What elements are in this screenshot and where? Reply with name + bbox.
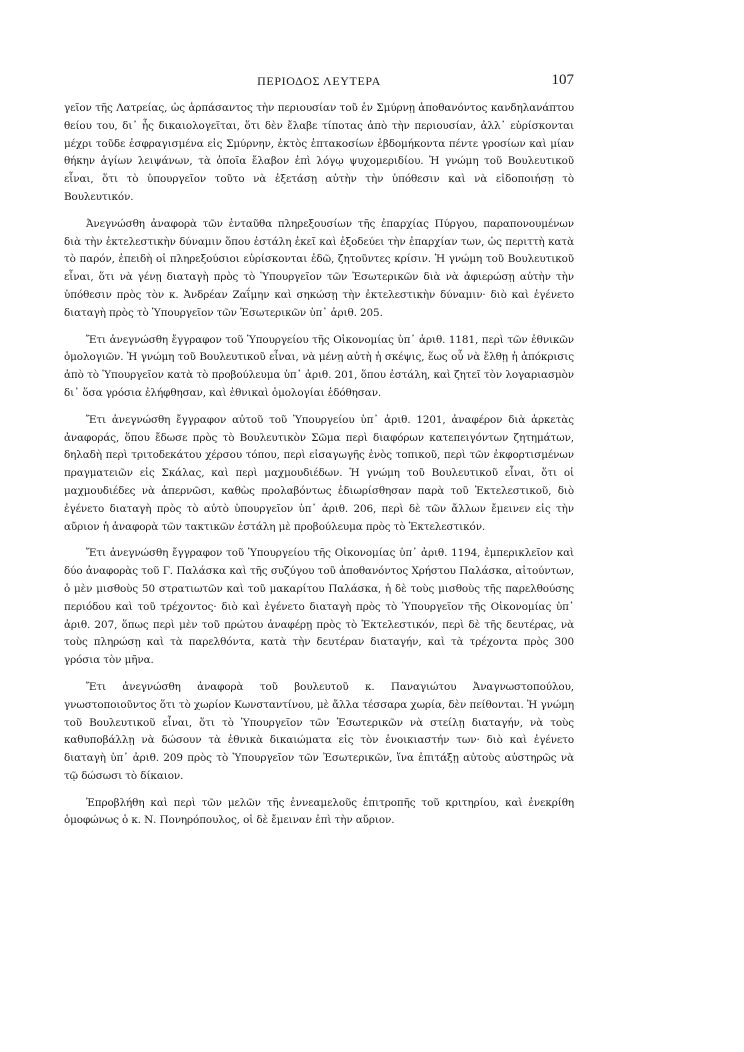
- running-header: [64, 74, 574, 94]
- body-text: [64, 100, 574, 839]
- paragraph-document-1194: Ἔτι ἀνεγνώσθη ἔγγραφον τοῦ Ὑπουργείου τῆς Οἰκονομίας ὑπ᾽ ἀριθ. 1194, ἐμπερικλεῖον καὶ δύο ἀναφορὰς τοῦ Γ. Παλάσκα καὶ τῆς συζύγου τοῦ ἀποθανόντος Χρήστου Παλάσκα, αἰτούντων, ὁ μὲν μισθοὺς 50 στρατιωτῶν καὶ τοῦ μακαρίτου Παλάσκα, ἡ δὲ τοὺς μισθοὺς τῆς παρελθούσης περιόδου καὶ τοῦ τρέχοντος· διὸ καὶ ἐγένετο διαταγὴ πρὸς τὸ Ὑπουργεῖον τῆς Οἰκονομίας ὑπ᾽ ἀριθ. 207, ὅπως περὶ μὲν τοῦ πρώτου ἀναφέρῃ πρὸς τὸ Ἐκτελεστικόν, περὶ δὲ τῆς δευτέρας, νὰ τοὺς πληρώσῃ καὶ τὰ παρελθόντα, κατὰ τὴν δευτέραν διαταγήν, καὶ τὰ τρέχοντα πρὸς 300 γρόσια τὸν μῆνα.: [64, 547, 574, 667]
- paragraph-pyrgos-petition: Ἀνεγνώσθη ἀναφορὰ τῶν ἐνταῦθα πληρεξουσίων τῆς ἐπαρχίας Πύργου, παραπονουμένων διὰ τὴν ἐκτελεστικὴν δύναμιν ὅπου ἐστάλη ἐκεῖ καὶ ἐξοδεύει τὴν ἐπαρχίαν των, ὡς περιττὴ κατὰ τὸ παρόν, ἐπειδὴ οἱ πληρεξούσιοι εὑρίσκονται ἐδῶ, ζητοῦντες κρίσιν. Ἡ γνώμη τοῦ Βουλευτικοῦ εἶναι, ὅτι νὰ γένῃ διαταγὴ πρὸς τὸ Ὑπουργεῖον τῶν Ἐσωτερικῶν διὰ νὰ ἀφιερώσῃ αὐτὴν τὴν ὑπόθεσιν πρὸς τὸν κ. Ἀνδρέαν Ζαΐμην καὶ σηκώσῃ τὴν ἐκτελεστικὴν δύναμιν· διὸ καὶ ἐγένετο διαταγὴ πρὸς τὸ Ὑπουργεῖον τῶν Ἐσωτερικῶν ὑπ᾽ ἀριθ. 205.: [64, 217, 574, 319]
- page-number: 107: [551, 72, 574, 88]
- paragraph-continuation: γεῖον τῆς Λατρείας, ὡς ἁρπάσαντος τὴν περιουσίαν τοῦ ἐν Σμύρνῃ ἀποθανόντος κανδηλανάπτου θείου του, δι᾽ ἧς δικαιολογεῖται, ὅτι δὲν ἔλαβε τίποτας ἀπὸ τὴν περιουσίαν, ἀλλ᾽ εὑρίσκονται μέχρι τοῦδε ἐσφραγισμένα εἰς Σμύρνην, ἐκτὸς ἑπτακοσίων ἑβδομήκοντα πέντε γροσίων καὶ μίαν θήκην ἁγίων λειψάνων, τὰ ὁποῖα ἔλαβον ἐπὶ λόγῳ ψυχομεριδίου. Ἡ γνώμη τοῦ Βουλευτικοῦ εἶναι, ὅτι τὸ ὑπουργεῖον τοῦτο νὰ ἐξετάσῃ αὐτὴν τὴν ὑπόθεσιν καὶ νὰ εἰδοποιήσῃ τὸ Βουλευτικόν.: [64, 102, 574, 203]
- paragraph-document-1201: Ἔτι ἀνεγνώσθη ἔγγραφον αὐτοῦ τοῦ Ὑπουργείου ὑπ᾽ ἀριθ. 1201, ἀναφέρον διὰ ἀρκετὰς ἀναφοράς, ὅπου ἔδωσε πρὸς τὸ Βουλευτικὸν Σῶμα περὶ διαφόρων κατεπειγόντων ζητημάτων, δηλαδὴ περὶ τριτοδεκάτου χέρσου τόπου, περὶ εἰσαγωγῆς ἑνὸς τοπικοῦ, περὶ τῶν ἐκφορτισμένων πραγματειῶν εἰς Σκάλας, καὶ περὶ μαχμουδιέδων. Ἡ γνώμη τοῦ Βουλευτικοῦ εἶναι, ὅτι οἱ μαχμουδιέδες νὰ ἀπερνῶσι, καθὼς προλαβόντως ἐδιωρίσθησαν παρὰ τοῦ Ἐκτελεστικοῦ, διὸ ἐγένετο διαταγὴ πρὸς τὸ αὐτὸ ὑπουργεῖον ὑπ᾽ ἀριθ. 206, περὶ δὲ τῶν ἄλλων ἔμεινεν εἰς τὴν αὔριον ἡ ἀναφορὰ τῶν τακτικῶν ἐστάλη μὲ προβούλευμα πρὸς τὸ Ἐκτελεστικόν.: [64, 413, 574, 533]
- running-title: ΠΕΡΙΟΔΟΣ ΛΕΥΤΕΡΑ: [257, 74, 381, 88]
- paragraph-document-1181: Ἔτι ἀνεγνώσθη ἔγγραφον τοῦ Ὑπουργείου τῆς Οἰκονομίας ὑπ᾽ ἀριθ. 1181, περὶ τῶν ἐθνικῶν ὁμολογιῶν. Ἡ γνώμη τοῦ Βουλευτικοῦ εἶναι, νὰ μένῃ αὐτὴ ἡ σκέψις, ἕως οὗ νὰ ἔλθῃ ἡ ἀπόκρισις ἀπὸ τὸ Ὑπουργεῖον κατὰ τὸ προβούλευμα ὑπ᾽ ἀριθ. 201, ὅπου ἐστάλη, καὶ ζητεῖ τὸν λογαριασμὸν δι᾽ ὅσα γρόσια ἐλήφθησαν, καὶ ἐθνικαὶ ὁμολογίαι ἐδόθησαν.: [64, 333, 574, 399]
- paragraph-anagnostopoulos-petition: Ἔτι ἀνεγνώσθη ἀναφορὰ τοῦ βουλευτοῦ κ. Παναγιώτου Ἀναγνωστοπούλου, γνωστοποιοῦντος ὅτι τὸ χωρίον Κωνσταντίνου, μὲ ἄλλα τέσσαρα χωρία, δὲν πείθονται. Ἡ γνώμη τοῦ Βουλευτικοῦ εἶναι, ὅτι τὸ Ὑπουργεῖον τῶν Ἐσωτερικῶν νὰ στείλῃ διαταγήν, νὰ τοὺς καθυποβάλλῃ νὰ δώσουν τὰ ἐθνικὰ δικαιώματα εἰς τὸν ἐνοικιαστήν των· διὸ καὶ ἐγένετο διαταγὴ ὑπ᾽ ἀριθ. 209 πρὸς τὸ Ὑπουργεῖον τῶν Ἐσωτερικῶν, ἵνα ἐπιτάξῃ αὐτοὺς αὐστηρῶς νὰ τῷ δώσωσι τὸ δίκαιον.: [64, 680, 574, 782]
- paragraph-committee: Ἐπροβλήθη καὶ περὶ τῶν μελῶν τῆς ἐννεαμελοῦς ἐπιτροπῆς τοῦ κριτηρίου, καὶ ἐνεκρίθη ὁμοφώνως ὁ κ. Ν. Πονηρόπουλος, οἱ δὲ ἔμειναν ἐπὶ τὴν αὔριον.: [64, 796, 574, 827]
